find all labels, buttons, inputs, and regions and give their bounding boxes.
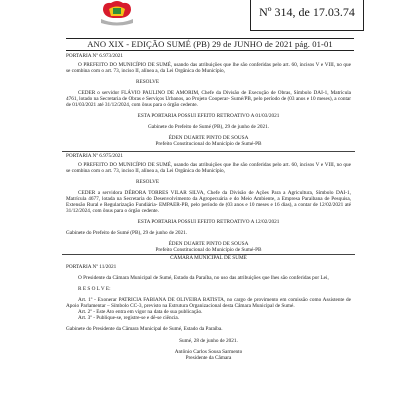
article-3: Art. 3º - Publique-se, registre-se e dê-se ciência. xyxy=(78,315,180,322)
retroactive-note: ESTA PORTARIA POSSUI EFEITO RETROATIVO A 12/02/2021 xyxy=(137,218,280,225)
resolve-label: RESOLVE xyxy=(136,178,160,185)
signer-role: Presidente da Câmara xyxy=(185,354,232,361)
resolve-label: R E S O L V E: xyxy=(78,286,111,293)
header-bottom-rule xyxy=(66,50,354,51)
gazette-column xyxy=(66,52,351,361)
retroactive-note: ESTA PORTARIA POSSUI EFEITO RETROATIVO A 01/03/2021 xyxy=(137,113,280,120)
gabinete-line: Gabinete do Prefeito de Sumé (PB), 29 de junho de 2021. xyxy=(147,124,270,131)
gabinete-line: Gabinete do Prefeito de Sumé (PB), 29 de junho de 2021. xyxy=(66,229,188,236)
resolve-label: RESOLVE xyxy=(136,79,160,86)
portaria-6973 xyxy=(66,53,351,148)
municipal-crest-logo xyxy=(97,0,137,28)
article-2: Art. 2º - Este Ato entra em vigor na data de sua publicação. xyxy=(78,309,203,316)
signer-role: Prefeito Constitucional do Município de Sumé-PB xyxy=(155,141,262,148)
portaria-heading: PORTARIA Nº 6.975/2021 xyxy=(66,152,124,159)
law-number: Nº 314, de 17.03.74 xyxy=(259,5,355,19)
gabinete-line: Gabinete do Presidente da Câmara Municipal de Sumé, Estado da Paraíba. xyxy=(66,326,223,333)
edition-line: ANO XIX - EDIÇÃO SUMÉ (PB) 29 de JUNHO de 2021 pág. 01-01 xyxy=(87,39,333,49)
signer-name: Antônio Carlos Sousa Sarmento xyxy=(174,348,243,355)
document-date: Sumé, 28 de junho de 2021. xyxy=(179,337,238,344)
portaria-preamble: O PREFEITO DO MUNICÍPIO DE SUMÉ, usando das atribuições que lhe são conferidas pelo art. 60, incisos V e VIII, no que se combina com o art. 73, inciso II, alínea a, da Lei Orgânica do Município, xyxy=(66,62,351,75)
portaria-body: CEDER a servidora DÉBORA TORRES VILAR SILVA, Chefe da Divisão de Ações Para a Agricultura, Símbolo DAI-1, Matrícula 4677, lotada na Secretaria do Desenvolvimento da Agropecuária e do Meio Ambiente, a Empresa Paraibana de Pesquisa, Extensão Rural e Regularização Fundiária- EMPAER-PB, pelo período de (03 anos e 10 meses e 16 dias), a contar de 12/02/2021 até 31/12/2024, com ônus para o órgão cedente. xyxy=(66,189,351,214)
gazette-header xyxy=(0,0,420,49)
signer-name: ÉDEN DUARTE PINTO DE SOUSA xyxy=(168,240,249,247)
portaria-6975 xyxy=(66,153,351,254)
section-divider xyxy=(62,151,355,152)
camara-title: CÂMARA MUNICIPAL DE SUMÉ xyxy=(170,255,247,262)
portaria-body: CEDER o servidor FLÁVIO PAULINO DE AMORIM, Chefe da Divisão de Execução de Obras, Símbolo DAI-1, Matrícula 4761, lotado na Secretaria de Obras e Serviços Urbanos, ao Projeto Cooperar- Sumé/PB, pelo período de (03 anos e 10 meses), a contar de 01/03/2021 até 31/12/2024, com ônus para o órgão cedente. xyxy=(66,90,351,109)
article-1: Art. 1º - Exonerar PATRICIA FABIANA DE OLIVEIRA BATISTA, no cargo de provimento em comissão como Assistente de Apoio Parlamentar – Símbolo CC-3, previsto na Estrutura Organizacional desta Câmara Municipal de Sumé. xyxy=(66,297,351,310)
portaria-preamble: O PREFEITO DO MUNICÍPIO DE SUMÉ, usando das atribuições que lhe são conferidas pelo art. 60, incisos V e VIII, no que se combina com o art. 73, inciso II, alínea a, da Lei Orgânica do Município, xyxy=(66,161,351,174)
signer-role: Prefeito Constitucional do Município de Sumé-PB xyxy=(155,247,262,254)
law-number-box xyxy=(250,0,364,31)
portaria-heading: PORTARIA Nº 11/2021 xyxy=(66,264,117,271)
signer-name: ÉDEN DUARTE PINTO DE SOUSA xyxy=(168,135,249,142)
portaria-preamble: O Presidente da Câmara Municipal de Sumé, Estado da Paraíba, no uso das atribuições que lhes são conferidas por Lei, xyxy=(78,275,329,282)
camara-portaria-11 xyxy=(66,255,351,361)
portaria-heading: PORTARIA Nº 6.973/2021 xyxy=(66,53,124,59)
